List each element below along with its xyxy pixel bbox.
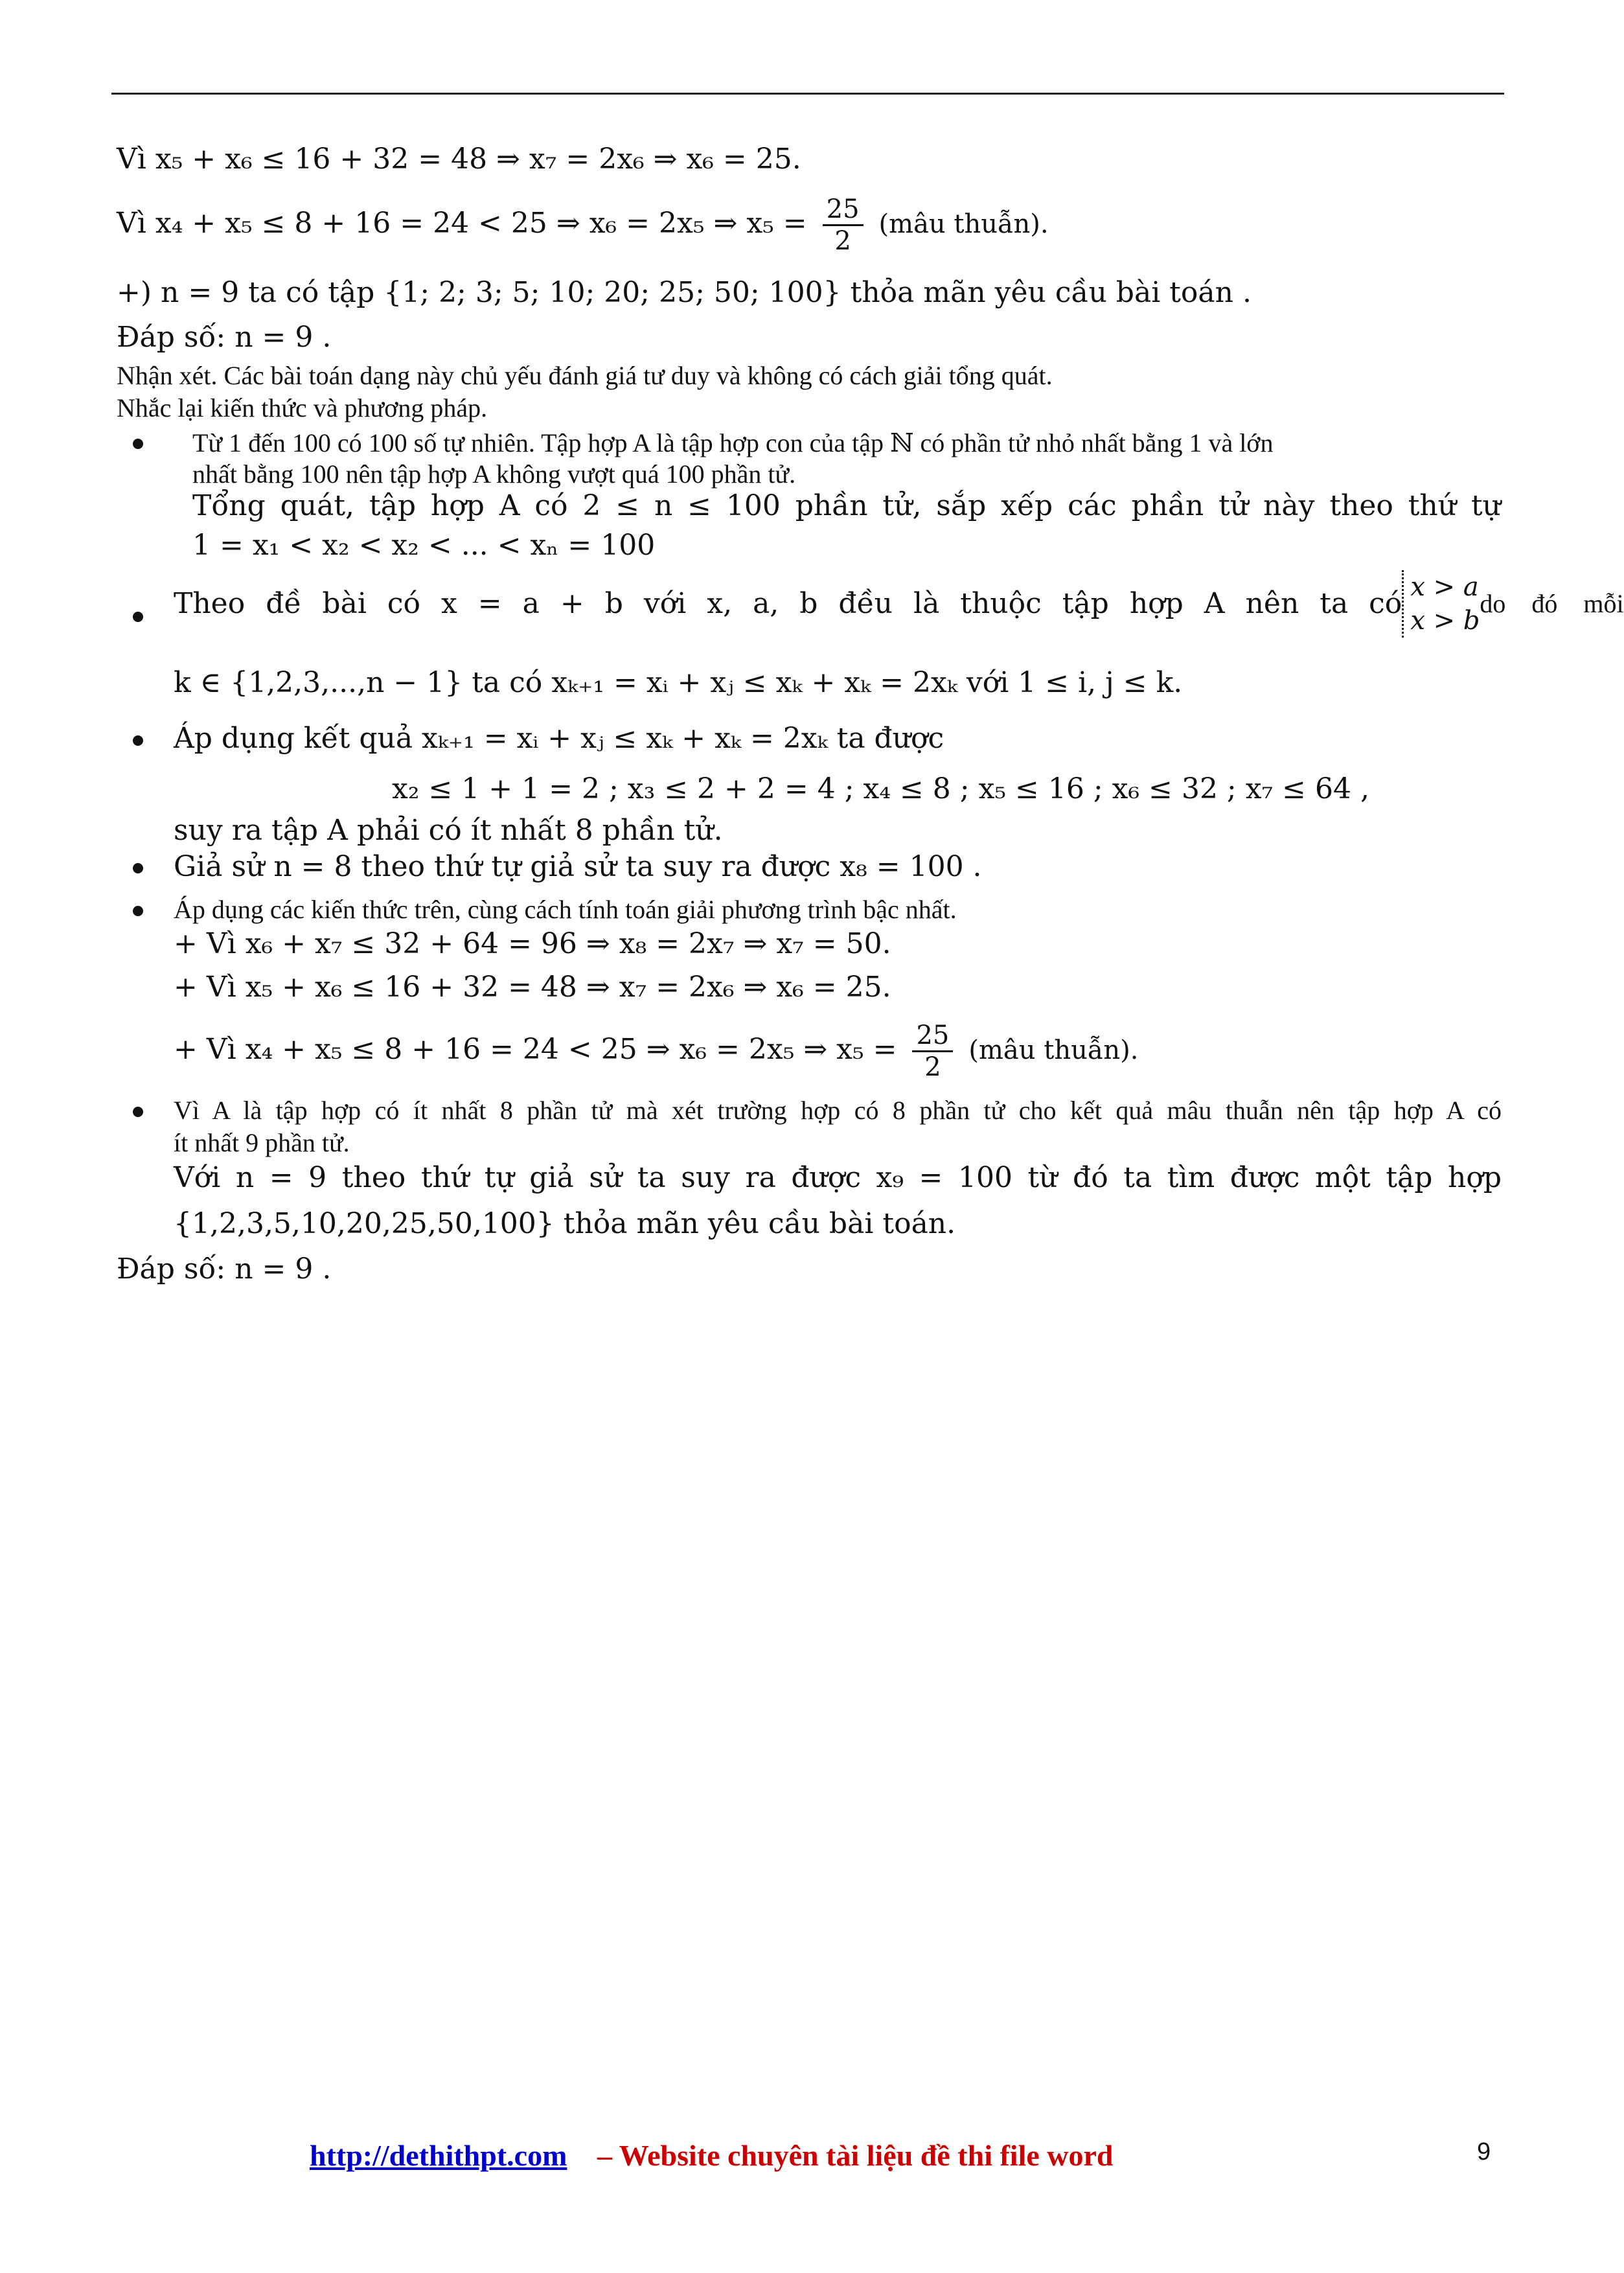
system-row-1: x > a	[1410, 572, 1479, 602]
bullet-1	[133, 439, 143, 449]
fraction-numerator: 25	[823, 194, 863, 226]
bullet-2-line-b: k ∈ {1,2,3,...,n − 1} ta có xₖ₊₁ = xᵢ + xⱼ ≤ xₖ + xₖ = 2xₖ với 1 ≤ i, j ≤ k.	[174, 666, 1183, 699]
bullet-5-line-a: Áp dụng các kiến thức trên, cùng cách tính toán giải phương trình bậc nhất.	[174, 895, 957, 924]
bullet-1-line-b: nhất bằng 100 nên tập hợp A không vượt quá 100 phần tử.	[192, 459, 796, 489]
line-3: +) n = 9 ta có tập {1; 2; 3; 5; 10; 20; 25; 50; 100} thỏa mãn yêu cầu bài toán .	[117, 276, 1252, 309]
bullet-6-line-b: ít nhất 9 phần tử.	[174, 1128, 350, 1157]
answer-1: Đáp số: n = 9 .	[117, 321, 332, 354]
bullet-1-line-d: 1 = x₁ < x₂ < x₂ < ... < xₙ = 100	[192, 529, 656, 562]
bullet-1-line-a: Từ 1 đến 100 có 100 số tự nhiên. Tập hợp A là tập hợp con của tập ℕ có phần tử nhỏ nhất bằng 1 và lớn	[192, 428, 1274, 457]
bullet-3-line-c: suy ra tập A phải có ít nhất 8 phần tử.	[174, 814, 723, 847]
bullet-1-line-c: Tổng quát, tập hợp A có 2 ≤ n ≤ 100 phần tử, sắp xếp các phần tử này theo thứ tự	[192, 489, 1501, 522]
bullet-3-line-a: Áp dụng kết quả xₖ₊₁ = xᵢ + xⱼ ≤ xₖ + xₖ = 2xₖ ta được	[174, 722, 944, 755]
line-2-expr: Vì x₄ + x₅ ≤ 8 + 16 = 24 < 25 ⇒ x₆ = 2x₅ ⇒ x₅ =	[117, 207, 807, 240]
bullet-5-line-b: + Vì x₆ + x₇ ≤ 32 + 64 = 96 ⇒ x₈ = 2x₇ ⇒ x₇ = 50.	[174, 927, 891, 960]
bullet-6	[133, 1107, 143, 1117]
fraction	[823, 194, 863, 256]
bullet-6-line-d: {1,2,3,5,10,20,25,50,100} thỏa mãn yêu cầu bài toán.	[174, 1207, 956, 1240]
bullet-6-line-c: Với n = 9 theo thứ tự giả sử ta suy ra được x₉ = 100 từ đó ta tìm được một tập hợp	[174, 1161, 1502, 1194]
bullet-3	[133, 735, 143, 746]
system-row-2: x > b	[1410, 606, 1480, 636]
inequality-system	[1402, 570, 1480, 638]
bullet-5	[133, 906, 143, 916]
fraction-denominator: 2	[924, 1052, 941, 1082]
final-answer: Đáp số: n = 9 .	[117, 1252, 332, 1286]
line-1: Vì x₅ + x₆ ≤ 16 + 32 = 48 ⇒ x₇ = 2x₆ ⇒ x₆ = 25.	[117, 143, 801, 176]
bullet-6-line-a: Vì A là tập hợp có ít nhất 8 phần tử mà xét trường hợp có 8 phần tử cho kết quả mâu thuẫn nên tập hợp A có	[174, 1096, 1502, 1125]
bullet-2-tail: do đó mỗi	[1480, 589, 1624, 618]
recall-heading: Nhắc lại kiến thức và phương pháp.	[117, 393, 488, 422]
footer-tagline: – Website chuyên tài liệu đề thi file word	[597, 2139, 1114, 2172]
bullet-5-expr: + Vì x₄ + x₅ ≤ 8 + 16 = 24 < 25 ⇒ x₆ = 2x₅ ⇒ x₅ =	[174, 1033, 897, 1066]
page-number: 9	[1477, 2138, 1491, 2165]
remark: Nhận xét. Các bài toán dạng này chủ yếu đánh giá tư duy và không có cách giải tổng quát.	[117, 361, 1053, 390]
fraction-numerator: 25	[912, 1021, 953, 1052]
line-2-note: (mâu thuẫn).	[878, 209, 1049, 239]
bullet-2	[133, 612, 143, 622]
fraction	[912, 1021, 953, 1082]
bullet-2-line-a	[174, 570, 1624, 638]
footer-website-link[interactable]: http://dethithpt.com	[310, 2139, 567, 2172]
bullet-5-line-c: + Vì x₅ + x₆ ≤ 16 + 32 = 48 ⇒ x₇ = 2x₆ ⇒ x₆ = 25.	[174, 971, 891, 1004]
line-2	[117, 194, 1049, 256]
bullet-2-text: Theo đề bài có x = a + b với x, a, b đều là thuộc tập hợp A nên ta có	[174, 587, 1402, 620]
bullet-3-line-b: x₂ ≤ 1 + 1 = 2 ; x₃ ≤ 2 + 2 = 4 ; x₄ ≤ 8 ; x₅ ≤ 16 ; x₆ ≤ 32 ; x₇ ≤ 64 ,	[392, 772, 1369, 805]
fraction-denominator: 2	[834, 226, 851, 256]
header-rule	[111, 93, 1504, 95]
bullet-5-line-d	[174, 1021, 1138, 1082]
bullet-4-line: Giả sử n = 8 theo thứ tự giả sử ta suy ra được x₈ = 100 .	[174, 850, 982, 883]
bullet-5-note: (mâu thuẫn).	[968, 1035, 1139, 1065]
bullet-4	[133, 863, 143, 873]
